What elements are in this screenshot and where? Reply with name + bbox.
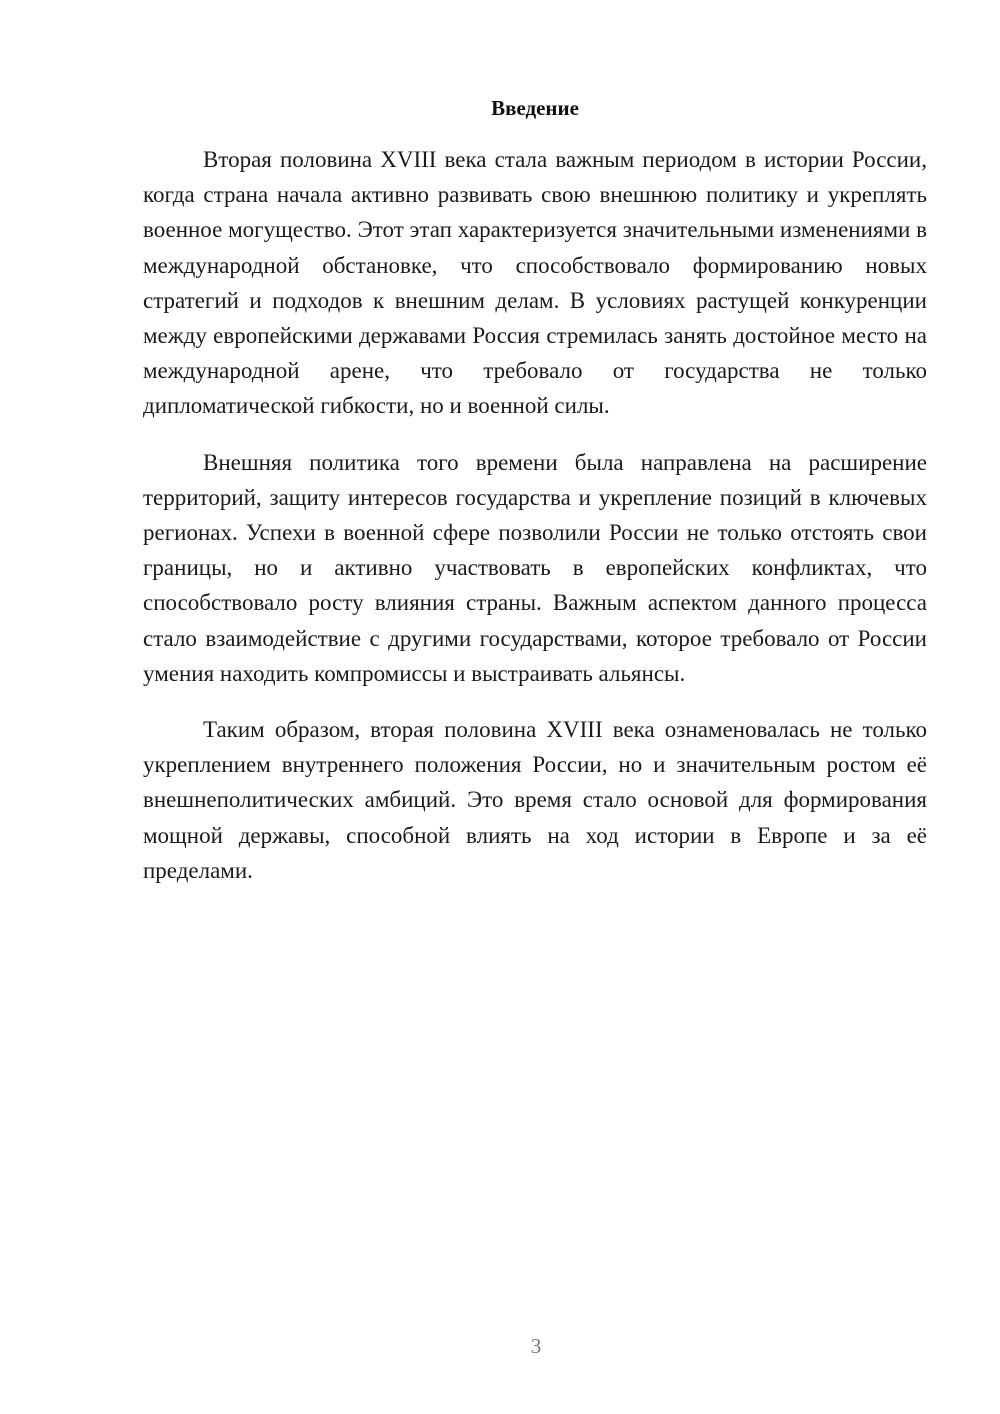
section-heading: Введение (491, 96, 579, 120)
body-text (143, 142, 927, 909)
paragraph-3: Таким образом, вторая половина XVIII века ознаменовалась не только укреплением внутреннего положения России, но и значительным ростом её внешнеполитических амбиций. Это время стало основой для формирования мощной державы, способной влиять на ход истории в Европе и за её пределами. (143, 717, 927, 883)
paragraph-1: Вторая половина XVIII века стала важным периодом в истории России, когда страна начала активно развивать свою внешнюю политику и укреплять военное могущество. Этот этап характеризуется значительными изменениями в международной обстановке, что способствовало формированию новых стратегий и подходов к внешним делам. В условиях растущей конкуренции между европейскими державами Россия стремилась занять достойное место на международной арене, что требовало от государства не только дипломатической гибкости, но и военной силы. (143, 147, 927, 419)
paragraph-2: Внешняя политика того времени была направлена на расширение территорий, защиту интересов государства и укрепление позиций в ключевых регионах. Успехи в военной сфере позволили России не только отстоять свои границы, но и активно участвовать в европейских конфликтах, что способствовало росту влияния страны. Важным аспектом данного процесса стало взаимодействие с другими государствами, которое требовало от России умения находить компромиссы и выстраивать альянсы. (143, 449, 927, 686)
page-number: 3 (530, 1334, 542, 1358)
